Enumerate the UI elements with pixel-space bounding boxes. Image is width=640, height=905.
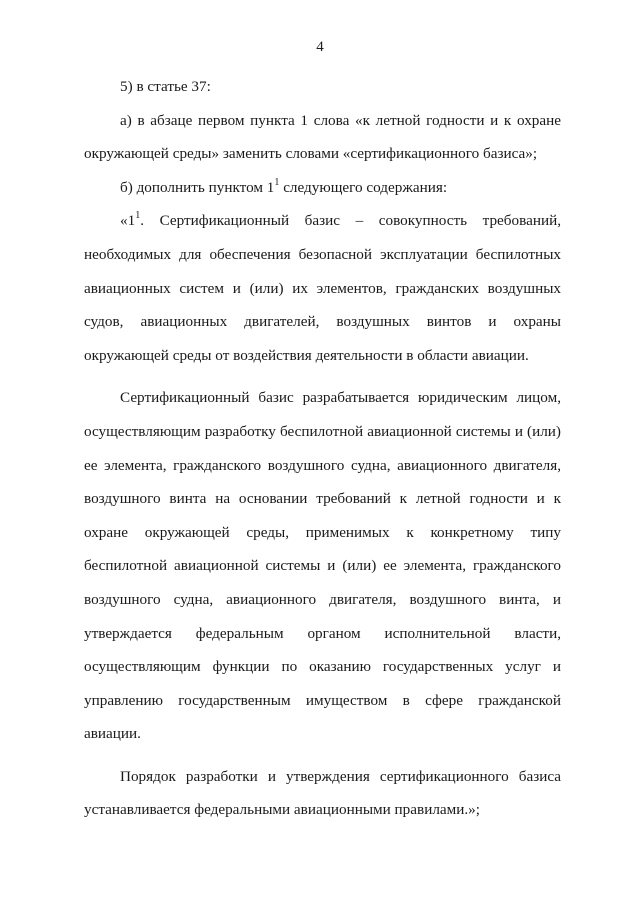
definition-paragraph (84, 204, 561, 372)
item-5-heading: 5) в статье 37: (120, 78, 211, 95)
item-b-paragraph (84, 171, 561, 205)
quote-open-prefix: «1 (120, 212, 136, 230)
definition-text: . Сертификационный базис – совокупность требований, необходимых для обеспечения безопасной эксплуатации беспилотных авиационных систем и (или) их элементов, гражданских воздушных судов, авиационных двигателей, воздушных винтов и охраны окружающей среды от воздействия деятельности в области авиации. (84, 212, 561, 364)
page-number: 4 (316, 39, 324, 55)
document-body (84, 70, 561, 827)
development-paragraph: Сертификационный базис разрабатывается юридическим лицом, осуществляющим разработку беспилотной авиационной системы и (или) ее элемента, гражданского воздушного судна, авиационного двигателя, воздушного винта на основании требований к летной годности и к охране окружающей среды, применимых к конкретному типу беспилотной авиационной системы и (или) ее элемента, гражданского воздушного судна, авиационного двигателя, воздушного винта, и утверждается федеральным органом исполнительной власти, осуществляющим функции по оказанию государственных услуг и управлению государственным имуществом в сфере гражданской авиации. (84, 389, 561, 743)
procedure-paragraph: Порядок разработки и утверждения сертификационного базиса устанавливается федеральными авиационными правилами.»; (84, 767, 561, 819)
item-a-paragraph: а) в абзаце первом пункта 1 слова «к летной годности и к охране окружающей среды» заменить словами «сертификационного базиса»; (84, 111, 561, 163)
item-b-prefix: б) дополнить пунктом 1 (120, 178, 275, 196)
quote-open-superscript: 1 (135, 210, 141, 222)
item-b-suffix: следующего содержания: (279, 178, 448, 196)
item-b-superscript: 1 (274, 176, 280, 188)
